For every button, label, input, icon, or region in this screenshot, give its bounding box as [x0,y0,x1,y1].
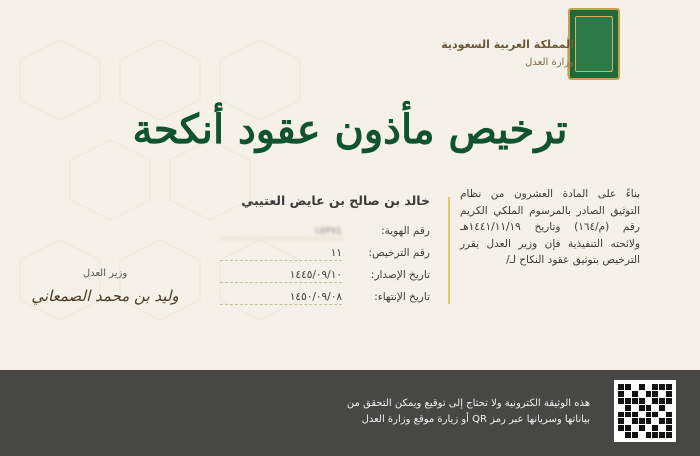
licensee-fields [220,220,430,308]
geometric-pattern-decoration [0,0,330,370]
document-title: ترخيص مأذون عقود أنكحة [132,106,568,153]
ministry-logo [568,8,620,80]
signature-block [30,268,180,305]
field-label: رقم الهوية: [381,225,430,237]
field-license-number [220,242,430,264]
field-id-number [220,220,430,242]
signature: وليد بن محمد الصمعاني [31,287,179,305]
scales-emblem-icon [575,16,613,72]
field-expiry-date [220,286,430,308]
field-value: ١١ [220,246,342,261]
field-value: ١٤٥٠/٠٩/٠٨ [220,290,342,305]
footer-bar [0,370,700,456]
field-label: تاريخ الإنتهاء: [374,291,430,303]
field-label: رقم الترخيص: [368,247,430,259]
ministry-name: وزارة العدل [525,57,574,68]
field-value: ١٤٤٥/٠٩/١٠ [220,268,342,283]
field-issue-date [220,264,430,286]
qr-code[interactable] [614,380,676,442]
kingdom-name: المملكة العربية السعودية [441,38,574,51]
licensee-name: خالد بن صالح بن عايض العتيبي [241,193,430,208]
signer-role: وزير العدل [82,268,128,279]
field-value: ١٥٣٧٤ [220,224,342,239]
header-text [441,38,574,68]
decree-text: بناءً على المادة العشرون من نظام التوثيق الصادر بالمرسوم الملكي الكريم رقم (م/١٦٤) وتاريخ ١٤٤١/١١/١٩هـ ولائحته التنفيذية فإن وزير العدل يقرر الترخيص بتوثيق عقود النكاح لـ/ [460,188,640,267]
decree-gold-bar [448,197,450,304]
field-label: تاريخ الإصدار: [370,269,430,281]
verification-note: هذه الوثيقة الكترونية ولا تحتاج إلى توقيع ويمكن التحقق من بياناتها وسريانها عبر رمز QR أو زيارة موقع وزارة العدل [346,398,590,425]
